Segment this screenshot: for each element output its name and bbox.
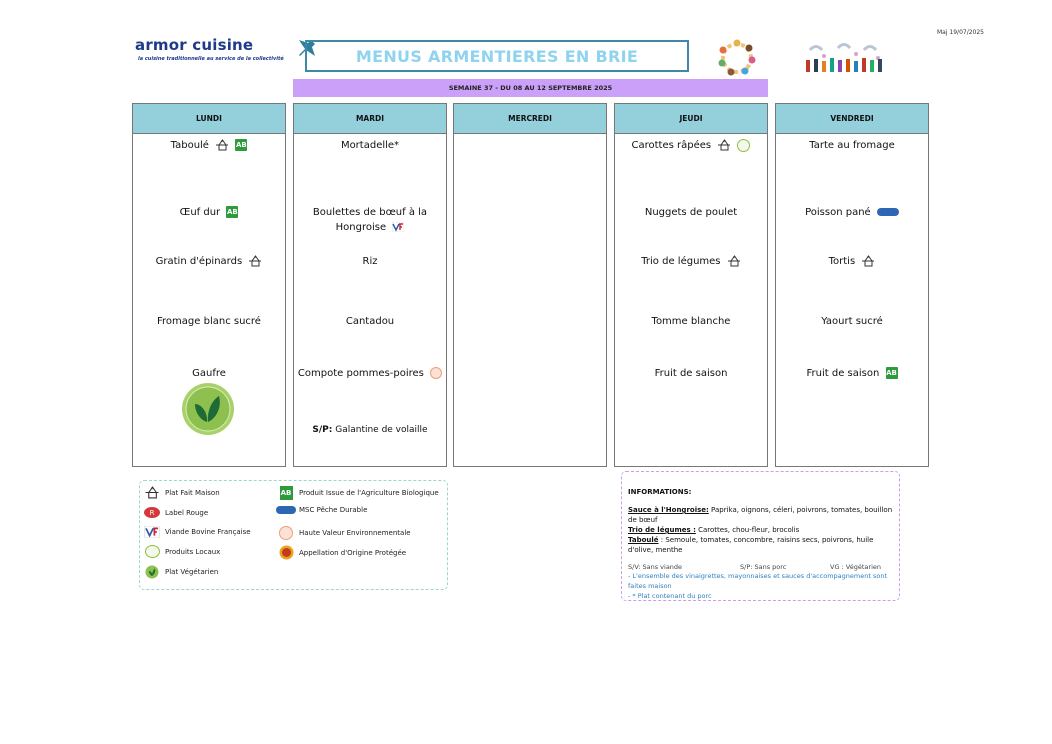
agriculture-bio-icon: AB [280, 486, 293, 500]
update-date: Maj 19/07/2025 [936, 29, 984, 36]
info-line [628, 525, 893, 535]
info-title: INFORMATIONS: [628, 488, 692, 496]
sp-prefix: S/P: [312, 425, 333, 435]
legend-label: Plat Fait Maison [165, 488, 220, 497]
brand-tagline: la cuisine traditionnelle au service de la collectivité [138, 56, 284, 62]
dish-side [133, 254, 285, 269]
legend-label: Appellation d'Origine Protégée [299, 548, 407, 557]
dish-label: Fruit de saison [806, 368, 880, 379]
aop-icon [279, 545, 294, 560]
dish-main [294, 205, 446, 235]
fait-maison-icon [215, 139, 229, 151]
fait-maison-icon [248, 255, 262, 267]
dish-label: Compote pommes-poires [297, 368, 424, 379]
dish-side [776, 254, 928, 269]
dish-label: Gratin d'épinards [155, 256, 243, 267]
day-column-mardi [293, 103, 447, 467]
day-name: MARDI [355, 114, 385, 123]
produits-locaux-icon [737, 139, 750, 152]
legend-item [276, 486, 439, 500]
fait-maison-icon [717, 139, 731, 151]
sans-porc-alternative [294, 423, 446, 438]
children-circle-illustration [714, 38, 760, 78]
info-note-sauces: - L'ensemble des vinaigrettes, mayonnaises et sauces d'accompagnement sont faites maison [628, 572, 887, 590]
plat-vegetarien-badge [181, 382, 235, 436]
haute-valeur-environnementale-icon [279, 526, 293, 540]
dish-label: Nuggets de poulet [644, 207, 738, 218]
abbreviations [628, 563, 893, 571]
info-line [628, 535, 893, 555]
dish-label: Cantadou [345, 316, 395, 327]
dish-starter [133, 138, 285, 153]
dish-dairy [776, 314, 928, 329]
legend-item [142, 506, 208, 519]
haute-valeur-environnementale-icon [430, 367, 442, 379]
info-note-porc: - * Plat contenant du porc [628, 592, 712, 600]
week-banner [293, 79, 768, 97]
dish-label: Taboulé [170, 140, 209, 151]
dish-dessert [776, 366, 928, 381]
label-rouge-icon [143, 506, 161, 519]
dish-label: Trio de légumes [641, 256, 721, 267]
dish-dairy [615, 314, 767, 329]
info-term: Taboulé [628, 536, 659, 544]
info-term: Sauce à l'Hongroise: [628, 506, 709, 514]
abbr-vegetarien: VG : Végétarien [830, 563, 882, 571]
agriculture-bio-icon: AB [226, 208, 238, 216]
info-term: Trio de légumes : [628, 526, 696, 534]
svg-text:R: R [149, 509, 155, 517]
dish-main [776, 205, 928, 220]
agriculture-bio-icon: AB [886, 369, 897, 377]
info-text: : Semoule, tomates, concombre, raisins secs, poivrons, huile d'olive, menthe [628, 536, 874, 554]
dish-dairy [294, 314, 446, 329]
dish-main [133, 205, 285, 220]
dish-starter [294, 138, 446, 153]
day-name: MERCREDI [508, 114, 552, 123]
dish-label: Gaufre [192, 368, 226, 379]
day-header [454, 104, 606, 134]
dish-label: Boulettes de bœuf à la Hongroise [312, 207, 428, 233]
dish-dessert [615, 366, 767, 381]
dish-label: Œuf dur [179, 207, 221, 218]
msc-peche-durable-icon [877, 208, 899, 216]
abbr-sans-porc: S/P: Sans porc [740, 563, 787, 571]
dish-starter [776, 138, 928, 153]
legend-label: Label Rouge [165, 508, 209, 517]
legend-label: Produits Locaux [165, 547, 221, 556]
fait-maison-icon [727, 255, 741, 267]
viande-bovine-francaise-icon [392, 222, 404, 232]
information-box [621, 471, 900, 601]
dish-label: Mortadelle* [340, 140, 400, 151]
dish-label: Yaourt sucré [821, 316, 883, 327]
legend-label: Produit Issue de l'Agriculture Biologique [299, 489, 439, 497]
page-title-box [305, 40, 689, 72]
abbr-sans-viande: S/V: Sans viande [628, 563, 683, 571]
legend-item [276, 506, 367, 514]
sp-text: Galantine de volaille [332, 425, 428, 435]
viande-bovine-francaise-icon [143, 526, 161, 538]
page-title: MENUS ARMENTIERES EN BRIE [355, 46, 639, 66]
dish-main [615, 205, 767, 220]
produits-locaux-icon [145, 545, 160, 558]
day-header [133, 104, 285, 134]
msc-peche-durable-icon [276, 506, 296, 514]
fait-maison-icon [144, 486, 160, 499]
dish-side [615, 254, 767, 269]
day-column-mercredi [453, 103, 607, 467]
dish-starter [615, 138, 767, 153]
dish-dessert [294, 366, 446, 381]
legend-label: Viande Bovine Française [165, 528, 251, 536]
day-header [294, 104, 446, 134]
fait-maison-icon [861, 255, 875, 267]
dish-dairy [133, 314, 285, 329]
legend-item [276, 526, 411, 540]
legend [139, 480, 448, 590]
legend-item [276, 545, 406, 560]
dish-side [294, 254, 446, 269]
legend-label: Plat Végétarien [165, 568, 219, 576]
dish-label: Carottes râpées [631, 140, 712, 151]
dish-label: Riz [362, 256, 378, 267]
legend-item [142, 526, 251, 538]
day-name: LUNDI [196, 114, 222, 123]
legend-label: MSC Pêche Durable [299, 506, 368, 514]
info-text: Paprika, oignons, céleri, poivrons, tomates, bouillon de bœuf [628, 506, 893, 524]
dish-label: Fruit de saison [654, 368, 728, 379]
dish-label: Tomme blanche [651, 316, 731, 327]
brand-name: armor cuisine [135, 36, 254, 54]
dish-label: Tortis [828, 256, 856, 267]
legend-item [142, 565, 218, 579]
day-column-jeudi [614, 103, 768, 467]
day-header [776, 104, 928, 134]
dish-dessert [133, 366, 285, 381]
plat-vegetarien-icon [145, 565, 159, 579]
week-label: SEMAINE 37 - DU 08 AU 12 SEPTEMBRE 2025 [448, 84, 613, 92]
info-text: Carottes, chou-fleur, brocolis [695, 526, 800, 534]
day-column-vendredi [775, 103, 929, 467]
day-header [615, 104, 767, 134]
children-group-illustration [802, 40, 890, 76]
dish-label: Poisson pané [805, 207, 871, 218]
day-name: JEUDI [679, 114, 703, 123]
legend-item [142, 486, 220, 499]
dish-label: Tarte au fromage [809, 140, 895, 151]
legend-label: Haute Valeur Environnementale [299, 529, 411, 537]
day-name: VENDREDI [830, 114, 874, 123]
brand-logo [135, 36, 284, 62]
dish-label: Fromage blanc sucré [157, 316, 261, 327]
legend-item [142, 545, 220, 558]
info-line [628, 505, 893, 525]
agriculture-bio-icon: AB [235, 141, 247, 149]
